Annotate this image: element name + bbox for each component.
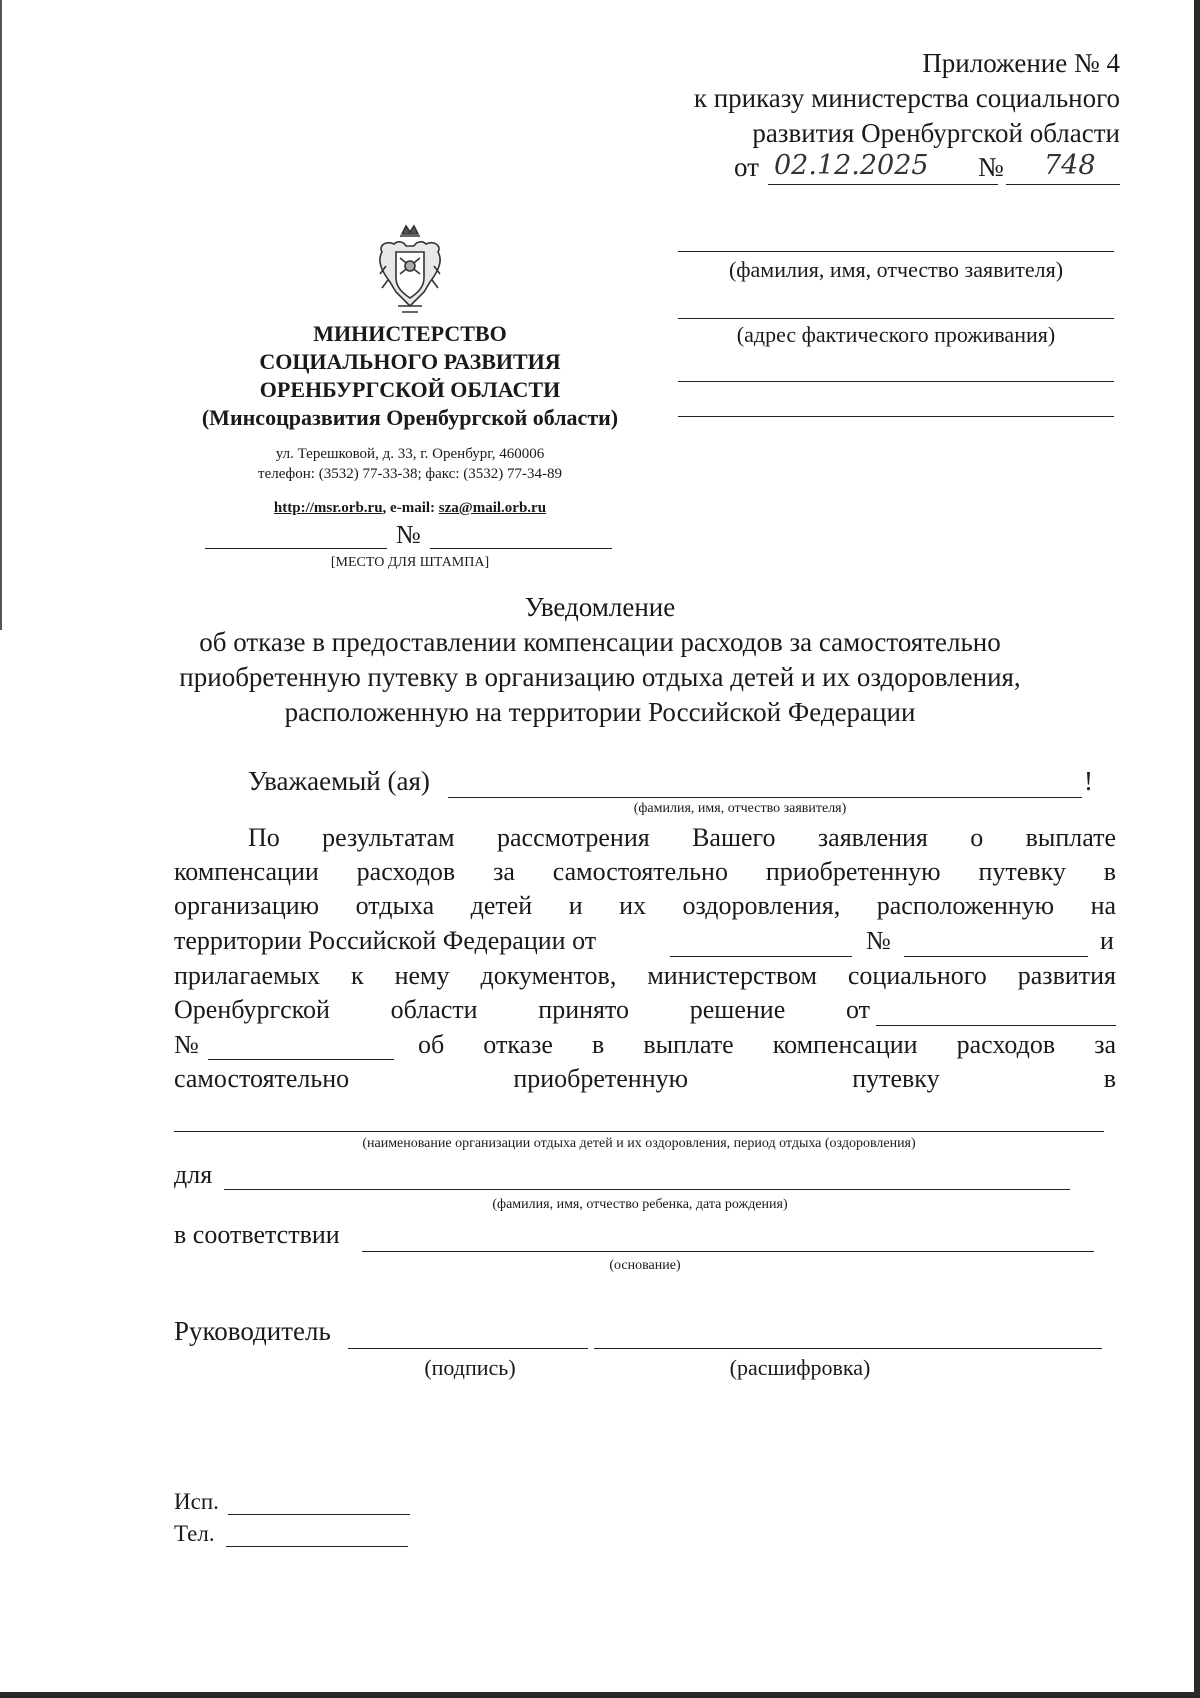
- body-word: расходов: [956, 1030, 1056, 1059]
- body-line4-date-blank: [670, 956, 852, 957]
- body-line4-text: территории Российской Федерации от: [174, 926, 597, 955]
- body-word: отказе: [483, 1030, 553, 1059]
- ministry-address: ул. Терешковой, д. 33, г. Оренбург, 460006: [275, 446, 545, 462]
- for-label: для: [174, 1160, 213, 1189]
- body-word: результатам: [322, 823, 455, 852]
- recipient-fio-line: [678, 251, 1114, 252]
- body-word: приобретенную: [765, 857, 941, 886]
- body-word: в: [1103, 1064, 1116, 1093]
- body-line4-num: №: [866, 926, 891, 955]
- recipient-address-line: [678, 318, 1114, 319]
- body-word: в: [1103, 857, 1117, 886]
- body-line2: [174, 857, 1116, 887]
- recipient-fio-caption: (фамилия, имя, отчество заявителя): [728, 257, 1064, 282]
- body-word: прилагаемых: [174, 961, 321, 990]
- body-word: от: [845, 995, 870, 1024]
- body-word: министерством: [647, 961, 817, 990]
- body-word: путевку: [852, 1064, 940, 1093]
- body-word: компенсации: [772, 1030, 918, 1059]
- ministry-contacts: [190, 444, 630, 484]
- body-line7-num-blank: [208, 1059, 394, 1060]
- ministry-line3: ОРЕНБУРГСКОЙ ОБЛАСТИ: [259, 377, 561, 402]
- appendix-num-label: №: [978, 152, 1004, 182]
- body-word: социального: [847, 961, 987, 990]
- recipient-extra-line-1: [678, 381, 1114, 382]
- body-line4-num-blank: [904, 956, 1088, 957]
- body-word: развития: [1017, 961, 1117, 990]
- appendix-block: [640, 46, 1120, 151]
- appendix-line2: развития Оренбургской области: [752, 118, 1120, 148]
- body-word: выплате: [1025, 823, 1116, 852]
- body-line4-and: и: [1100, 926, 1114, 955]
- body-word: детей: [470, 891, 533, 920]
- executor-line: [228, 1514, 410, 1515]
- body-word: принято: [538, 995, 630, 1024]
- greeting-name-line: [448, 797, 1082, 798]
- appendix-line1: к приказу министерства социального: [693, 83, 1120, 113]
- ministry-email-label: , e-mail:: [382, 500, 436, 516]
- ministry-stamp-caption: [МЕСТО ДЛЯ ШТАМПА]: [330, 555, 490, 570]
- body-word: и: [568, 891, 583, 920]
- greeting-label: Уважаемый (ая): [248, 766, 430, 796]
- appendix-date-underline: [768, 184, 998, 185]
- coat-of-arms-icon: [370, 222, 450, 318]
- body-word: нему: [394, 961, 450, 990]
- body-word: приобретенную: [513, 1064, 689, 1093]
- body-line7: [418, 1030, 1116, 1060]
- org-name-line: [174, 1131, 1104, 1132]
- body-word: об: [418, 1030, 445, 1059]
- scan-edge-left: [0, 0, 2, 630]
- body-word: о: [970, 823, 984, 852]
- body-line8: [174, 1064, 1116, 1094]
- body-word: расходов: [356, 857, 456, 886]
- notice-heading: [150, 590, 1050, 730]
- body-line1: [248, 823, 1116, 853]
- appendix-order-line: [734, 152, 1120, 192]
- child-caption: (фамилия, имя, отчество ребенка, дата рождения): [492, 1197, 788, 1212]
- body-word: самостоятельно: [552, 857, 728, 886]
- ministry-line2: СОЦИАЛЬНОГО РАЗВИТИЯ: [259, 349, 561, 374]
- body-line3: [174, 891, 1116, 921]
- body-word: оздоровления,: [682, 891, 841, 920]
- scan-edge-right: [1194, 0, 1200, 1698]
- executor-label: Исп.: [174, 1489, 219, 1514]
- body-word: заявления: [817, 823, 928, 852]
- ministry-header: [190, 320, 630, 432]
- appendix-num-underline: [1006, 184, 1120, 185]
- body-line5: [174, 961, 1116, 991]
- body-word: на: [1090, 891, 1117, 920]
- child-line: [224, 1189, 1070, 1190]
- ministry-num-line: [430, 548, 612, 549]
- signature-sign-line: [348, 1348, 588, 1349]
- ministry-web-line: [190, 500, 630, 517]
- basis-line: [362, 1251, 1094, 1252]
- body-word: документов,: [480, 961, 617, 990]
- body-word: решение: [689, 995, 786, 1024]
- recipient-extra-line-2: [678, 416, 1114, 417]
- ministry-url-link[interactable]: http://msr.orb.ru: [273, 500, 383, 516]
- body-word: организацию: [174, 891, 320, 920]
- org-caption: (наименование организации отдыха детей и их оздоровления, период отдыха (оздоровления): [362, 1136, 916, 1151]
- basis-caption: (основание): [609, 1258, 681, 1273]
- appendix-title: Приложение № 4: [922, 48, 1120, 78]
- appendix-date-value: 02.12.2025: [774, 150, 929, 181]
- recipient-address-caption: (адрес фактического проживания): [736, 322, 1056, 347]
- body-word: за: [493, 857, 515, 886]
- body-word: самостоятельно: [174, 1064, 350, 1093]
- body-word: их: [619, 891, 646, 920]
- body-word: компенсации: [174, 857, 319, 886]
- ministry-line1: МИНИСТЕРСТВО: [313, 321, 507, 346]
- body-word: По: [248, 823, 280, 852]
- ministry-short-name: (Минсоцразвития Оренбургской области): [201, 405, 619, 430]
- body-word: Оренбургской: [174, 995, 330, 1024]
- scan-edge-bottom: [0, 1692, 1200, 1698]
- ministry-email-link[interactable]: sza@mail.orb.ru: [438, 500, 547, 516]
- body-line6-decision-date-blank: [876, 1025, 1116, 1026]
- greeting-mark: !: [1084, 766, 1093, 796]
- body-word: путевку: [978, 857, 1066, 886]
- body-word: рассмотрения: [496, 823, 650, 852]
- body-word: расположенную: [876, 891, 1055, 920]
- notice-subtitle2: приобретенную путевку в организацию отдыха детей и их оздоровления,: [179, 662, 1021, 692]
- ministry-num-sign: №: [396, 520, 421, 549]
- body-word: за: [1094, 1030, 1117, 1059]
- body-word: отдыха: [355, 891, 435, 920]
- signature-decode-caption: (расшифровка): [729, 1355, 871, 1380]
- body-word: в: [591, 1030, 605, 1059]
- appendix-num-value: 748: [1044, 150, 1096, 181]
- notice-title: Уведомление: [524, 592, 676, 622]
- ministry-phone: телефон: (3532) 77-33-38; факс: (3532) 77-34-89: [258, 466, 562, 482]
- notice-subtitle3: расположенную на территории Российской Федерации: [284, 697, 916, 727]
- body-line6: [174, 995, 870, 1025]
- signature-sign-caption: (подпись): [424, 1355, 516, 1380]
- phone-line: [226, 1546, 408, 1547]
- notice-subtitle1: об отказе в предоставлении компенсации расходов за самостоятельно: [199, 627, 1001, 657]
- body-word: области: [390, 995, 478, 1024]
- greeting-caption: (фамилия, имя, отчество заявителя): [633, 801, 847, 816]
- accordance-label: в соответствии: [174, 1220, 340, 1249]
- phone-label: Тел.: [174, 1521, 215, 1546]
- body-line7-num: №: [174, 1030, 199, 1059]
- signature-decode-line: [594, 1348, 1102, 1349]
- ministry-date-line: [205, 548, 387, 549]
- body-word: к: [350, 961, 364, 990]
- body-word: Вашего: [692, 823, 776, 852]
- signature-label: Руководитель: [174, 1316, 331, 1346]
- appendix-from-label: от: [734, 152, 759, 182]
- body-word: выплате: [643, 1030, 734, 1059]
